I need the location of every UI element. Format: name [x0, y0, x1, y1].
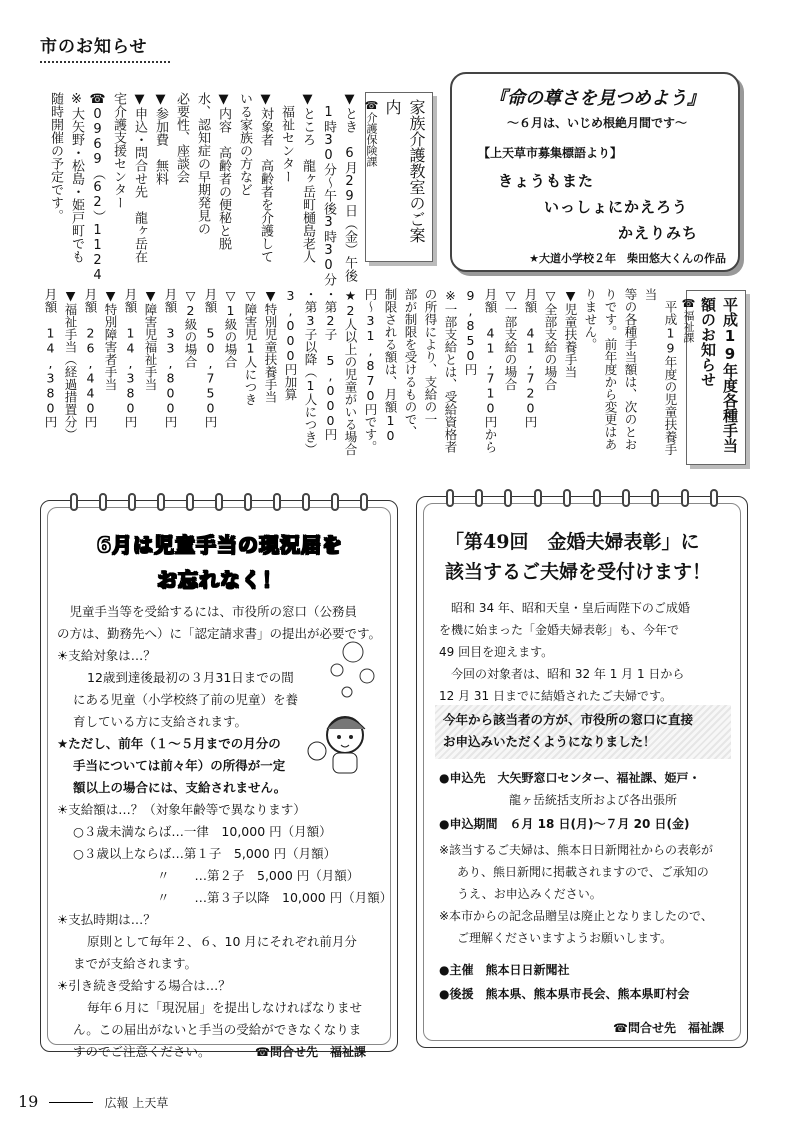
text-line: ▽障害児1人につき [243, 288, 258, 406]
text-line: 月額 41,710円から [483, 288, 498, 453]
text-line: ▼特別障害者手当 [103, 288, 118, 391]
text-line: 月額 26,440円 [83, 288, 98, 428]
text-line: 1時30分～午後3時30分 [321, 92, 336, 286]
ring-icon [186, 493, 194, 511]
para-line: 12 月 31 日までに結婚されたご夫婦です。 [439, 689, 673, 703]
text-line: ※一部支給とは、受給資格者 [443, 288, 458, 453]
ring-icon [534, 489, 542, 507]
board-contact: ☎問合せ先 福祉課 [255, 1045, 366, 1059]
ring-icon [99, 493, 107, 511]
ring-icon [710, 489, 718, 507]
board-title [59, 529, 381, 601]
text-line: ▼とき 6月29日（金）午後 [342, 92, 357, 282]
note-line: うえ、お申込みください。 [457, 887, 602, 901]
life-source: 【上天草市募集標語より】 [478, 146, 623, 160]
text-line: 随時開催の予定です。 [48, 92, 63, 222]
ring-icon [504, 489, 512, 507]
footer-rule [49, 1102, 93, 1103]
text-line: ・第2子 5,000円 [323, 288, 338, 441]
page-footer [18, 1092, 318, 1111]
child-allowance-board [40, 500, 398, 1059]
question: ☀支給額は…？（対象年齢等で異なります） [57, 802, 306, 817]
teate-title: 平成19年度各種手当額のお知らせ [699, 297, 739, 453]
answer-line: 原則として毎年２、６、10 月にそれぞれ前月分 [87, 934, 357, 949]
ring-icon [563, 489, 571, 507]
kaigo-contact: ☎介護保険課 [365, 99, 378, 167]
publication-name: 広報 上天草 [104, 1096, 169, 1110]
ring-icon [273, 493, 281, 511]
ring-icon [593, 489, 601, 507]
text-line: りません。 [583, 288, 598, 351]
text-line: 福祉センター [279, 92, 294, 183]
text-line: ※大矢野・松島・姫戸町でも [69, 92, 84, 263]
ring-icon [622, 489, 630, 507]
text-line: ☎0969（62）1124 [90, 92, 105, 283]
para-line: 49 回目を迎えます。 [439, 645, 554, 659]
life-title: 『命の尊さを見つめよう』 [489, 88, 705, 109]
poem-line: きょうもまた [498, 172, 595, 190]
apply-period: ●申込期間 ６月 18 日(月)～７月 20 日(金) [439, 817, 690, 831]
text-line: ★2人以上の児童がいる場合 [343, 288, 358, 456]
host-line: ●主催 熊本日日新聞社 [439, 963, 570, 977]
ring-icon [360, 493, 368, 511]
ring-icon [215, 493, 223, 511]
ring-icon [302, 493, 310, 511]
amount-line: 〃 …第２子 5,000 円（月額） [157, 868, 360, 883]
board-rings [417, 489, 747, 507]
note-line: ★ただし、前年（１～５月までの月分の [57, 736, 281, 751]
section-header [40, 32, 180, 63]
board-title-line: お忘れなく！ [157, 568, 283, 592]
text-line: 月額 14,380円 [43, 288, 58, 428]
board-title-line: 6月は児童手当の現況届を [97, 533, 343, 557]
para-line: を機に始まった「金婚夫婦表彰」も、今年で [439, 623, 680, 637]
golden-wedding-board [416, 496, 748, 1048]
text-line: りです。前年度から変更はあ [603, 288, 618, 451]
answer-line: 毎年６月に「現況届」を提出しなければなりませ [87, 1000, 363, 1015]
board-contact: ☎問合せ先 福祉課 [613, 1021, 724, 1035]
section-title: 市のお知らせ [40, 37, 148, 57]
text-line: ▼参加費 無料 [153, 92, 168, 185]
ring-icon [446, 489, 454, 507]
note-line: ※本市からの記念品贈呈は廃止となりましたので、 [439, 909, 713, 923]
text-line: 月額 14,380円 [123, 288, 138, 428]
board-title-line: 該当するご夫婦を受付けます！ [445, 561, 712, 583]
question: ☀支給対象は…？ [57, 648, 156, 663]
text-line: 3,000円加算 [283, 288, 298, 401]
poem-line: かえりみち [618, 224, 699, 242]
text-line: ・第3子以降（1人につき） [303, 288, 318, 456]
answer-line: すのでご注意ください。 [73, 1044, 211, 1059]
text-line: 円～31,870円です。 [363, 288, 378, 453]
support-line: ●後援 熊本県、熊本県市長会、熊本県町村会 [439, 987, 690, 1001]
apply-line: 龍ヶ岳統括支所および各出張所 [509, 793, 678, 807]
text-line: ▼特別児童扶養手当 [263, 288, 278, 403]
text-line: 月額 41,720円 [523, 288, 538, 428]
child-illustration [303, 701, 383, 781]
ring-icon [331, 493, 339, 511]
text-line: 等の各種手当額は、次のとお [623, 288, 638, 451]
amount-line: 〃 …第３子以降 10,000 円（月額） [157, 890, 393, 905]
header-divider [40, 61, 170, 63]
text-line: ▼ところ 龍ヶ岳町樋島老人 [300, 92, 315, 263]
answer-line: 育している方に支給されます。 [73, 714, 248, 729]
kaigo-body [48, 92, 360, 287]
poem-line: いっしょにかえろう [544, 198, 689, 216]
apply-line: ●申込先 大矢野窓口センター、福祉課、姫戸・ [439, 771, 701, 785]
text-line: ▼児童扶養手当 [563, 288, 578, 378]
para-line: 昭和 34 年、昭和天皇・皇后両陛下のご成婚 [439, 601, 690, 615]
amount-line: ○３歳未満ならば…一律 10,000 円（月額） [73, 824, 332, 839]
ring-icon [157, 493, 165, 511]
text-line: ▼福祉手当（経過措置分） [63, 288, 78, 441]
text-line: の所得により、支給の一 [423, 288, 438, 426]
ring-icon [681, 489, 689, 507]
amount-line: ○３歳以上ならば…第１子 5,000 円（月額） [73, 846, 337, 861]
note-line: ※該当するご夫婦は、熊本日日新聞社からの表彰が [439, 843, 714, 857]
answer-line: 12歳到達後最初の３月31日までの間 [87, 670, 294, 685]
note-line: 手当については前々年）の所得が一定 [73, 758, 286, 773]
life-work-credit: ★大道小学校２年 柴田悠大くんの作品 [529, 252, 726, 265]
life-subtitle: ～６月は、いじめ根絶月間です～ [506, 116, 687, 130]
text-line: ▼障害児福祉手当 [143, 288, 158, 391]
page-number: 19 [18, 1092, 39, 1111]
ring-icon [128, 493, 136, 511]
kaigo-title: 家族介護教室のご案内 [383, 99, 426, 243]
ring-icon [70, 493, 78, 511]
ring-icon [651, 489, 659, 507]
text-line: 必要性、座談会 [174, 92, 189, 183]
board-title [445, 527, 711, 587]
text-line: ▽2級の場合 [183, 288, 198, 368]
text-line: 平成19年度の児童扶養手当 [643, 288, 678, 456]
teate-title-box [682, 290, 746, 465]
text-line: 宅介護支援センター [111, 92, 126, 209]
intro-line: 児童手当等を受給するには、市役所の窓口（公務員 [57, 604, 358, 619]
text-line: 水、認知症の早期発見の [195, 92, 210, 235]
notice-line: お申込みいただくようになりました！ [443, 734, 656, 749]
teate-contact: ☎福祉課 [682, 297, 695, 343]
intro-line: の方は、勤務先へ）に「認定請求書」の提出が必要です。 [57, 626, 382, 641]
text-line: ▽1級の場合 [223, 288, 238, 368]
kaigo-title-box [365, 92, 433, 262]
board-title-line: 「第49回 金婚夫婦表彰」に [445, 531, 700, 553]
text-line: ▼対象者 高齢者を介護して [258, 92, 273, 263]
text-line: ▼申込・問合せ先 龍ヶ岳在 [132, 92, 147, 263]
ring-icon [244, 493, 252, 511]
question: ☀支払時期は…？ [57, 912, 156, 927]
text-line: 月額 50,750円 [203, 288, 218, 428]
text-line: ▽一部支給の場合 [503, 288, 518, 391]
answer-line: までが支給されます。 [73, 956, 198, 971]
note-line: あり、熊日新聞に掲載されますので、ご承知の [457, 865, 709, 879]
board-rings [41, 493, 397, 511]
question: ☀引き続き受給する場合は…？ [57, 978, 231, 993]
text-line: 部が制限を受けるもので、 [403, 288, 418, 438]
answer-line: ん。この届出がないと手当の受給ができなくなりま [73, 1022, 362, 1037]
text-line: 制限される額は、月額10 [383, 288, 398, 443]
life-box [450, 72, 740, 272]
text-line: いる家族の方など [237, 92, 252, 196]
note-line: 額以上の場合には、支給されません。 [73, 780, 287, 795]
answer-line: にある児童（小学校終了前の児童）を養 [73, 692, 299, 707]
text-line: ▽全部支給の場合 [543, 288, 558, 391]
note-line: ご理解くださいますようお願いします。 [457, 931, 673, 945]
notice-line: 今年から該当者の方が、市役所の窓口に直接 [443, 712, 694, 727]
ring-icon [475, 489, 483, 507]
para-line: 今回の対象者は、昭和 32 年 1 月 1 日から [439, 667, 685, 681]
text-line: 月額 33,800円 [163, 288, 178, 428]
text-line: 9,850円 [463, 288, 478, 376]
text-line: ▼内容 高齢者の便秘と脱 [216, 92, 231, 250]
teate-body [43, 288, 680, 466]
